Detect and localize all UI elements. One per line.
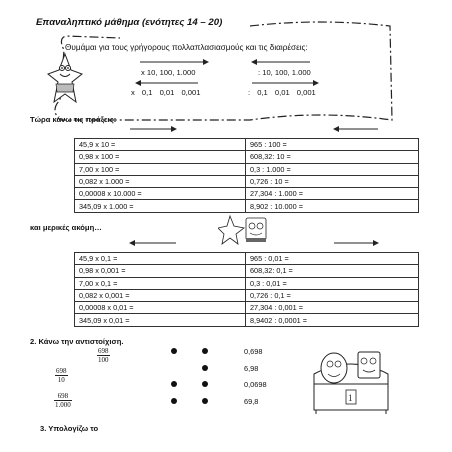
svg-text:1: 1: [348, 393, 353, 403]
table-row: 0,98 x 0,001 = 608,32: 0,1 =: [75, 265, 419, 277]
section3-heading: 2. Κάνω την αντιστοίχιση.: [30, 337, 124, 346]
section1-arrows: [120, 124, 400, 134]
table-row: 0,98 x 100 = 608,32: 10 =: [75, 151, 419, 163]
match-dot-left-2[interactable]: [171, 381, 177, 387]
mult-shift-right: x 10, 100, 1.000: [141, 68, 196, 77]
table-row: 0,00008 x 0,01 = 27,304 : 0,001 =: [75, 302, 419, 314]
table-row: 0,082 x 1.000 = 0,726 : 10 =: [75, 175, 419, 187]
section2-table: [74, 252, 419, 327]
table-row: 7,00 x 0,1 = 0,3 : 0,01 =: [75, 277, 419, 289]
answer-1: 0,698: [244, 347, 263, 356]
div-shift-left: : 10, 100, 1.000: [258, 68, 311, 77]
table-row: 7,00 x 100 = 0,3 : 1.000 =: [75, 163, 419, 175]
fraction-3: $\frac{698}{1.000}$: [55, 392, 71, 409]
answer-4: 69,8: [244, 397, 259, 406]
section2-heading: και μερικές ακόμη…: [30, 223, 102, 232]
page-title: Επαναληπτικό μάθημα (ενότητες 14 – 20): [36, 17, 223, 28]
table-row: 0,082 x 0,001 = 0,726 : 0,1 =: [75, 289, 419, 301]
match-dot-left-1[interactable]: [171, 348, 177, 354]
fraction-1: $\frac{698}{100}$: [98, 347, 109, 364]
patrick-star-illustration: [46, 52, 84, 106]
section1-table: [74, 138, 419, 213]
table-row: 345,09 x 0,01 = 8,9402 : 0,0001 =: [75, 314, 419, 326]
section2-arrows: [120, 238, 400, 248]
match-dot-right-1[interactable]: [202, 348, 208, 354]
treasure-chest-illustration: [306, 344, 396, 414]
answer-2: 6,98: [244, 364, 259, 373]
mult-shift-left: x 0,1 0,01 0,001: [131, 88, 201, 97]
table-row: 0,00008 x 10.000 = 27,304 : 1.000 =: [75, 188, 419, 200]
div-shift-right: : 0,1 0,01 0,001: [248, 88, 316, 97]
fraction-2: $\frac{698}{10}$: [56, 367, 67, 384]
table-row: 45,9 x 10 = 965 : 100 =: [75, 139, 419, 151]
match-dot-right-4[interactable]: [202, 398, 208, 404]
hint-text: Θυμάμαι για τους γρήγορους πολλαπλασιασμούς και τις διαιρέσεις:: [65, 43, 308, 52]
table-row: 345,09 x 1.000 = 8,902 : 10.000 =: [75, 200, 419, 212]
match-dot-right-2[interactable]: [202, 365, 208, 371]
section1-heading: Τώρα κάνω τις πράξεις:: [30, 115, 117, 124]
answer-3: 0,0698: [244, 380, 267, 389]
match-dot-right-3[interactable]: [202, 381, 208, 387]
direction-arrows: [130, 56, 340, 106]
table-row: 45,9 x 0,1 = 965 : 0,01 =: [75, 253, 419, 265]
section4-heading: 3. Υπολογίζω το: [40, 424, 99, 433]
match-dot-left-3[interactable]: [171, 398, 177, 404]
